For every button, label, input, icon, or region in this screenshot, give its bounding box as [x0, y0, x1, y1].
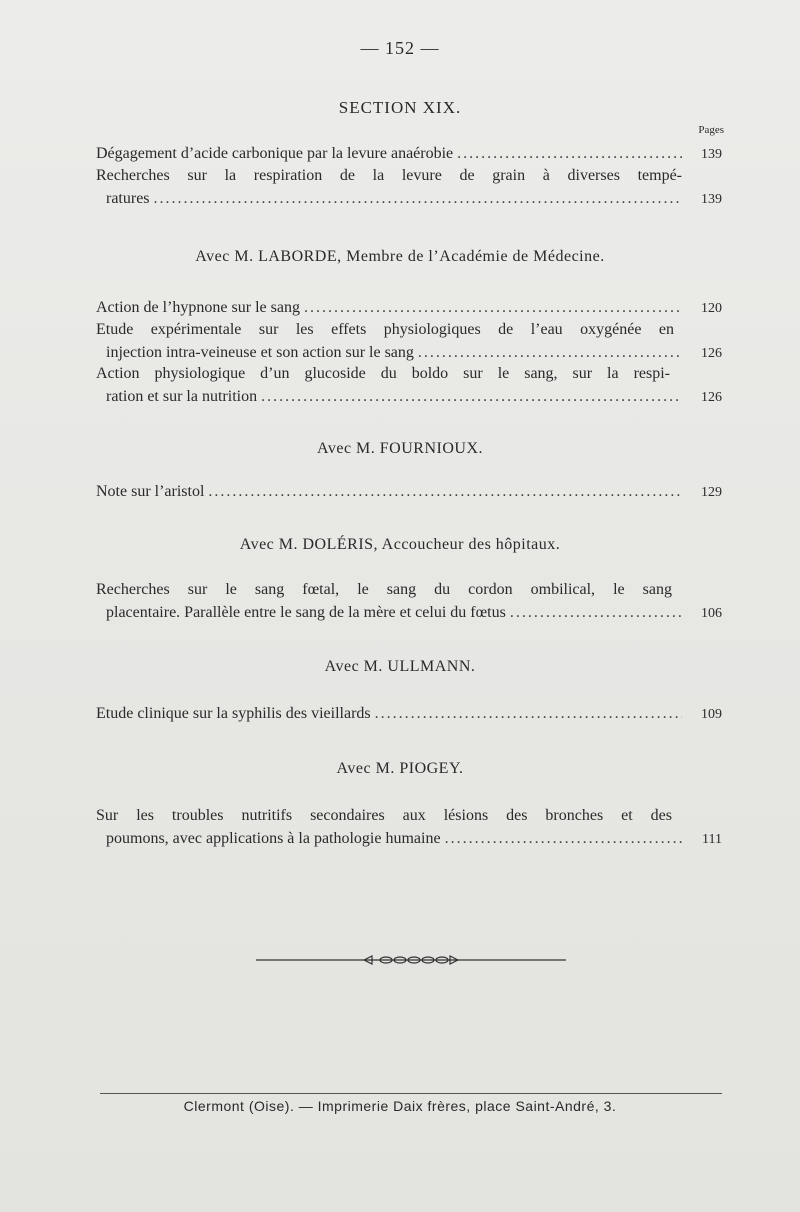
- dot-leader: [445, 827, 682, 850]
- entry-title-continued: placentaire. Parallèle entre le sang de la mère et celui du fœtus: [106, 604, 506, 621]
- entry-title-continued: ration et sur la nutrition: [106, 388, 258, 405]
- toc-entry: [96, 164, 722, 211]
- entry-title: Recherches sur le sang fœtal, le sang du cordon ombilical, le sang: [96, 581, 672, 598]
- toc-entry: [96, 480, 722, 504]
- entry-page: 126: [701, 390, 722, 405]
- pages-column-label: Pages: [698, 124, 724, 136]
- ornament-divider-icon: [256, 952, 566, 968]
- footer-rule: [100, 1093, 722, 1094]
- entry-page: 111: [702, 832, 722, 847]
- toc-entry: [96, 804, 722, 851]
- dot-leader: [304, 296, 682, 319]
- entry-title: Etude expérimentale sur les effets physiologiques de l’eau oxygénée en: [96, 321, 674, 338]
- collaborator-heading: Avec M. DOLÉRIS, Accoucheur des hôpitaux.: [239, 536, 561, 553]
- toc-entry: [96, 362, 722, 409]
- toc-entry: [96, 296, 722, 320]
- dot-leader: [418, 341, 682, 364]
- entry-title-continued: injection intra-veineuse et son action sur le sang: [106, 344, 414, 361]
- dot-leader: [457, 142, 682, 165]
- printer-imprint: Clermont (Oise). — Imprimerie Daix frères, place Saint-André, 3.: [183, 1098, 617, 1114]
- entry-page: 109: [701, 707, 722, 722]
- entry-title: Sur les troubles nutritifs secondaires aux lésions des bronches et des: [96, 807, 672, 824]
- entry-page: 139: [701, 147, 722, 162]
- entry-title-continued: poumons, avec applications à la pathologie humaine: [106, 830, 441, 847]
- toc-entry: [96, 142, 722, 166]
- dot-leader: [208, 480, 682, 503]
- section-title: SECTION XIX.: [338, 98, 462, 117]
- dot-leader: [510, 601, 682, 624]
- entry-page: 106: [701, 606, 722, 621]
- toc-entry: [96, 318, 722, 365]
- entry-title: Dégagement d’acide carbonique par la levure anaérobie: [96, 145, 454, 162]
- page-number: — 152 —: [360, 38, 440, 58]
- toc-entry: [96, 578, 722, 625]
- entry-title: Etude clinique sur la syphilis des vieillards: [96, 705, 371, 722]
- entry-title: Action de l’hypnone sur le sang: [96, 299, 300, 316]
- dot-leader: [375, 702, 682, 725]
- entry-page: 139: [701, 192, 722, 207]
- collaborator-heading: Avec M. FOURNIOUX.: [316, 440, 484, 457]
- entry-title: Note sur l’aristol: [96, 483, 205, 500]
- collaborator-heading: Avec M. LABORDE, Membre de l’Académie de Médecine.: [195, 248, 605, 265]
- toc-entry: [96, 702, 722, 726]
- entry-title: Recherches sur la respiration de la levure de grain à diverses tempé-: [96, 167, 682, 184]
- dot-leader: [261, 385, 682, 408]
- entry-title: Action physiologique d’un glucoside du boldo sur le sang, sur la respi-: [96, 365, 670, 382]
- entry-page: 126: [701, 346, 722, 361]
- collaborator-heading: Avec M. ULLMANN.: [324, 658, 476, 675]
- dot-leader: [154, 187, 682, 210]
- entry-page: 129: [701, 485, 722, 500]
- entry-title-continued: ratures: [106, 190, 150, 207]
- entry-page: 120: [701, 301, 722, 316]
- collaborator-heading: Avec M. PIOGEY.: [336, 760, 464, 777]
